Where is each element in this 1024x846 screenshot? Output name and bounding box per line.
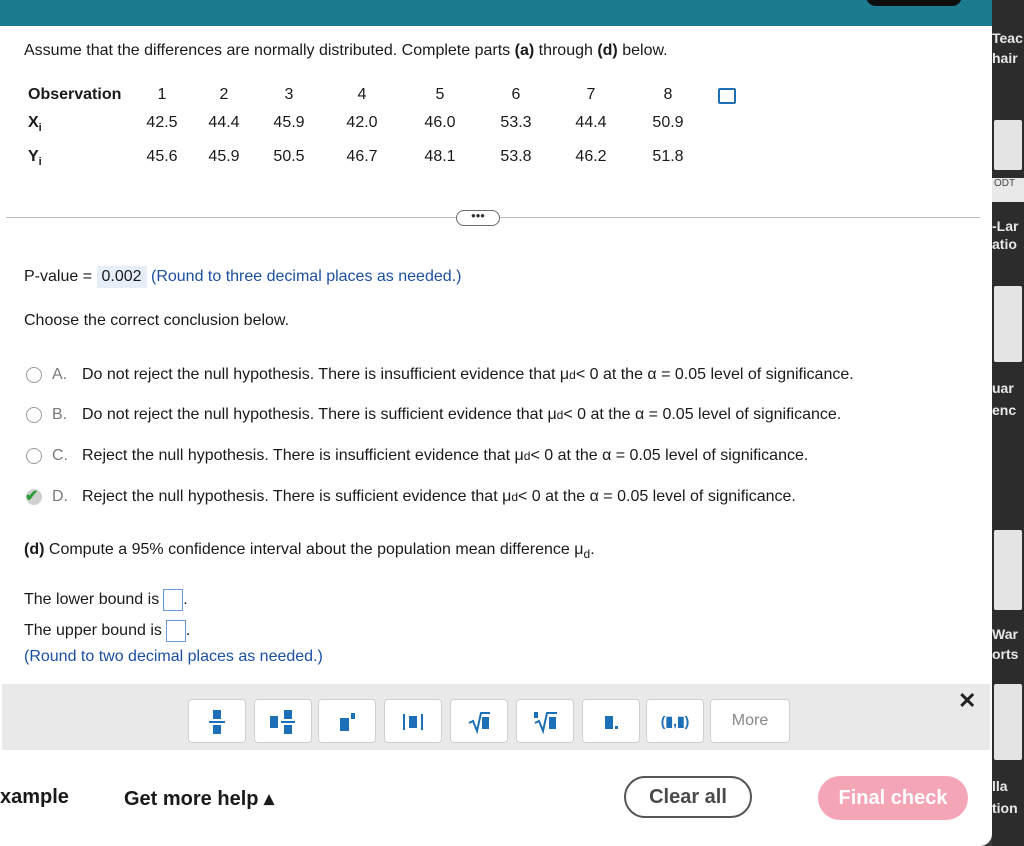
right-background-strip (992, 0, 1024, 846)
side-text: -Lar (992, 218, 1019, 234)
decimal-icon (601, 707, 621, 737)
side-thumbnail (994, 684, 1022, 760)
obs-cell: 8 (663, 86, 673, 103)
y-cell: 45.9 (208, 148, 240, 165)
y-cell: 50.5 (273, 148, 305, 165)
part-d-prompt: (d) Compute a 95% confidence interval about the population mean difference $\mu_d$. (24, 541, 595, 562)
side-text: atio (992, 236, 1017, 252)
view-example-link[interactable]: xample (0, 786, 69, 808)
copy-data-icon[interactable] (718, 88, 736, 104)
exponent-icon (337, 707, 357, 737)
fraction-icon (207, 707, 227, 737)
square-root-button[interactable] (450, 699, 508, 743)
x-cell: 42.0 (346, 114, 378, 131)
pvalue-line: P-value = 0.002 (Round to three decimal places as needed.) (24, 266, 461, 288)
side-text: Teac (992, 30, 1023, 46)
expand-dots-button[interactable]: ••• (456, 210, 500, 226)
top-bar (0, 0, 992, 26)
square-root-icon (467, 707, 491, 737)
obs-cell: 6 (511, 86, 521, 103)
radio-d-selected[interactable] (26, 489, 42, 505)
y-cell: 46.2 (575, 148, 607, 165)
obs-cell: 7 (586, 86, 596, 103)
y-cell: 45.6 (146, 148, 178, 165)
radio-b[interactable] (26, 407, 42, 423)
obs-cell: 2 (219, 86, 229, 103)
x-cell: 45.9 (273, 114, 305, 131)
y-cell: 53.8 (500, 148, 532, 165)
x-cell: 50.9 (652, 114, 684, 131)
upper-bound-input[interactable] (166, 620, 186, 642)
y-cell: 46.7 (346, 148, 378, 165)
x-cell: 44.4 (575, 114, 607, 131)
pvalue-note: (Round to three decimal places as needed.) (151, 268, 462, 285)
absolute-value-icon (401, 707, 425, 737)
y-row-header: $Y_i$ (28, 148, 42, 169)
upper-bound-line: The upper bound is . (24, 620, 190, 642)
lower-bound-line: The lower bound is . (24, 589, 188, 611)
close-toolbar-icon[interactable]: ✕ (958, 688, 977, 713)
side-text: War (992, 626, 1018, 642)
option-a[interactable]: A. Do not reject the null hypothesis. There is insufficient evidence that μ d < 0 at the α = 0.05 level of significance. (26, 366, 854, 384)
nth-root-button[interactable] (516, 699, 574, 743)
decimal-button[interactable] (582, 699, 640, 743)
pvalue-answer[interactable]: 0.002 (97, 266, 147, 288)
side-text: enc (992, 402, 1017, 418)
x-cell: 42.5 (146, 114, 178, 131)
obs-cell: 5 (435, 86, 445, 103)
side-thumbnail (994, 286, 1022, 362)
instructions: Assume that the differences are normally distributed. Complete parts (a) through (d) below. (24, 42, 668, 59)
mixed-number-icon (268, 707, 298, 737)
side-text: tion (992, 800, 1018, 816)
option-d[interactable]: ✔ D. Reject the null hypothesis. There is sufficient evidence that μ d < 0 at the α = 0.05 level of significance. (25, 488, 796, 505)
math-toolbar (2, 684, 990, 750)
interval-button[interactable]: (▮,▮) (646, 699, 704, 743)
side-text: orts (992, 646, 1019, 662)
y-cell: 48.1 (424, 148, 456, 165)
obs-cell: 1 (157, 86, 167, 103)
x-cell: 46.0 (424, 114, 456, 131)
round-note: (Round to two decimal places as needed.) (24, 648, 323, 665)
checkmark-icon: ✔ (25, 488, 39, 505)
observation-header: Observation (28, 86, 122, 103)
x-cell: 53.3 (500, 114, 532, 131)
option-b[interactable]: B. Do not reject the null hypothesis. There is sufficient evidence that μ d < 0 at the α = 0.05 level of significance. (26, 406, 841, 424)
lower-bound-input[interactable] (163, 589, 183, 611)
mixed-number-button[interactable] (254, 699, 312, 743)
y-cell: 51.8 (652, 148, 684, 165)
obs-cell: 3 (284, 86, 294, 103)
more-button[interactable]: More (710, 699, 790, 743)
clear-all-button[interactable]: Clear all (624, 776, 752, 818)
x-cell: 44.4 (208, 114, 240, 131)
option-c[interactable]: C. Reject the null hypothesis. There is insufficient evidence that μ d < 0 at the α = 0.05 level of significance. (26, 447, 808, 465)
side-thumbnail (994, 530, 1022, 610)
side-thumbnail (994, 120, 1022, 170)
final-check-button[interactable]: Final check (818, 776, 968, 820)
side-text: uar (992, 380, 1014, 396)
side-text: lla (992, 778, 1008, 794)
absolute-value-button[interactable] (384, 699, 442, 743)
radio-a[interactable] (26, 367, 42, 383)
nth-root-icon (532, 707, 558, 737)
side-text: ODT (992, 178, 1024, 202)
fraction-button[interactable] (188, 699, 246, 743)
obs-cell: 4 (357, 86, 367, 103)
top-bar-pill (866, 0, 962, 6)
exponent-button[interactable] (318, 699, 376, 743)
side-text: hair (992, 50, 1018, 66)
choose-prompt: Choose the correct conclusion below. (24, 312, 290, 329)
x-row-header: $X_i$ (28, 114, 42, 135)
radio-c[interactable] (26, 448, 42, 464)
get-more-help-button[interactable]: Get more help ▴ (124, 788, 275, 810)
